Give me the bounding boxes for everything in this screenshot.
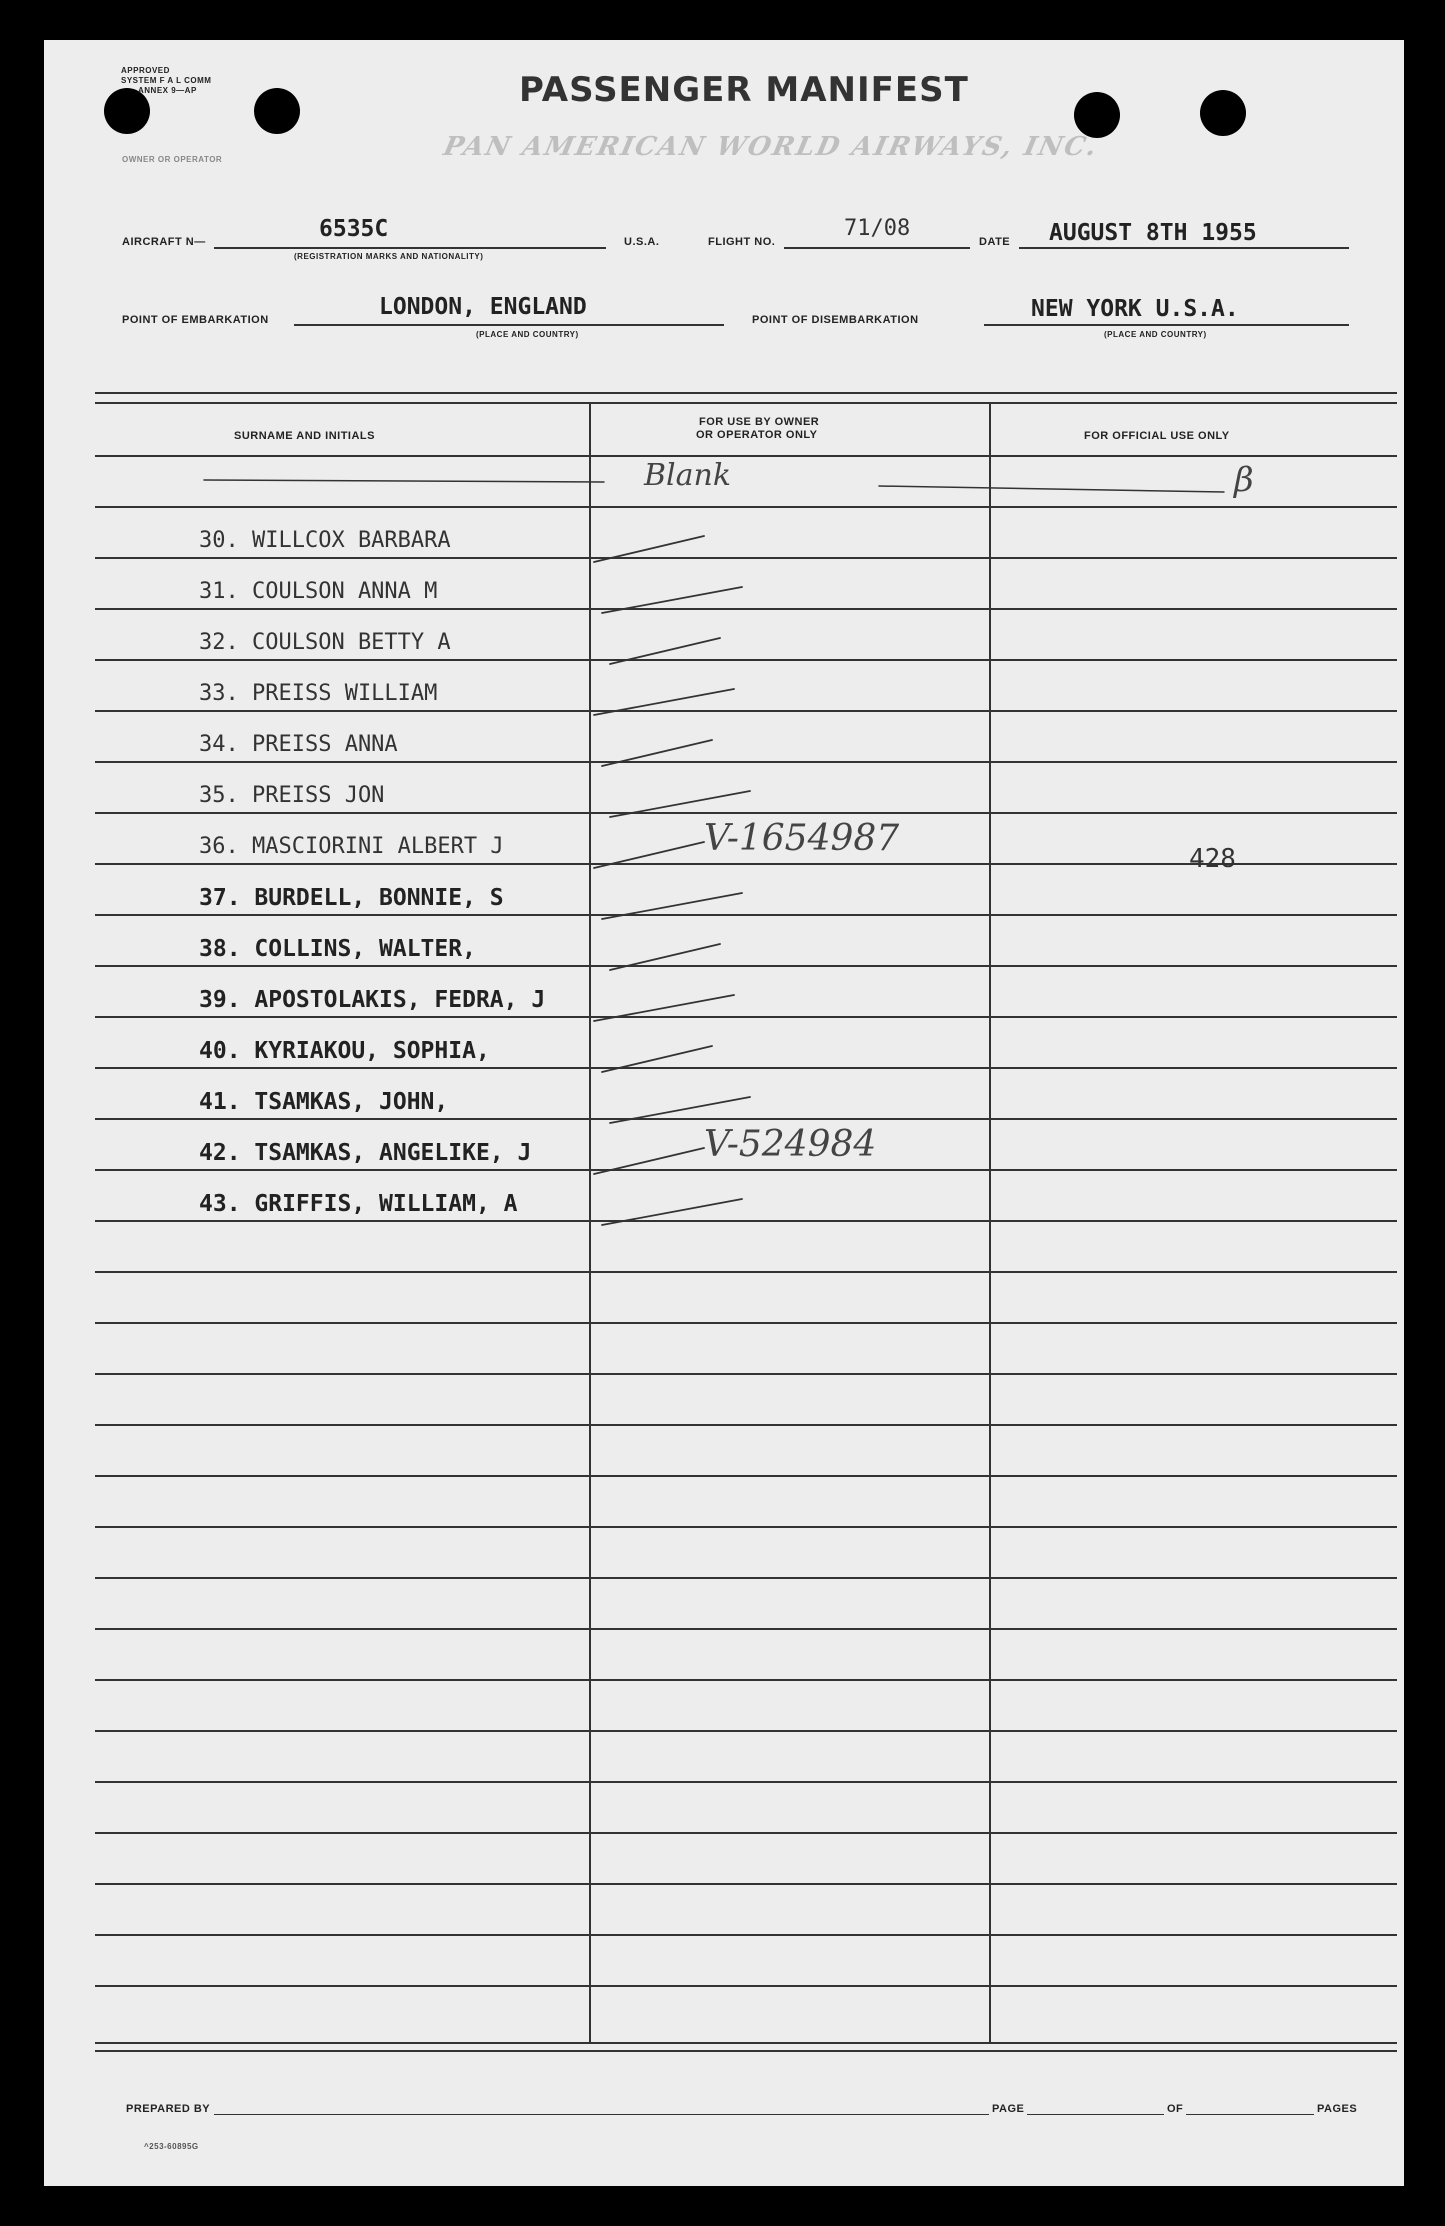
date-label: DATE xyxy=(979,236,1011,248)
passenger-name: 30. WILLCOX BARBARA xyxy=(199,528,451,553)
pen-stroke xyxy=(602,740,712,766)
passenger-name: 38. COLLINS, WALTER, xyxy=(199,936,476,962)
disembarkation-value: NEW YORK U.S.A. xyxy=(1031,296,1239,322)
pen-stroke xyxy=(602,893,742,919)
pen-stroke xyxy=(594,1148,704,1174)
pen-stroke xyxy=(594,536,704,562)
col-surname-header: SURNAME AND INITIALS xyxy=(234,430,375,442)
passenger-name: 33. PREISS WILLIAM xyxy=(199,681,438,706)
approved-line: APPROVED xyxy=(121,66,170,75)
aircraft-sublabel: (REGISTRATION MARKS AND NATIONALITY) xyxy=(294,252,484,261)
pen-stroke xyxy=(610,944,720,970)
page-label: PAGE xyxy=(989,2103,1027,2115)
aircraft-label: AIRCRAFT N— xyxy=(122,236,206,248)
passenger-name: 39. APOSTOLAKIS, FEDRA, J xyxy=(199,987,546,1013)
manifest-sheet xyxy=(44,40,1404,2186)
disembarkation-sublabel: (PLACE AND COUNTRY) xyxy=(1104,330,1207,339)
page-title: PASSENGER MANIFEST xyxy=(519,70,969,110)
passenger-name: 31. COULSON ANNA M xyxy=(199,579,438,604)
pen-stroke xyxy=(594,995,734,1021)
blank-note: Blank xyxy=(644,458,732,493)
pen-stroke xyxy=(204,480,604,482)
passenger-name: 34. PREISS ANNA xyxy=(199,732,398,757)
passenger-name: 43. GRIFFIS, WILLIAM, A xyxy=(199,1191,518,1217)
flight-label: FLIGHT NO. xyxy=(708,236,776,248)
official-mark: β xyxy=(1234,460,1254,500)
pen-stroke xyxy=(594,842,704,868)
owner-note: V-524984 xyxy=(704,1124,877,1165)
col-official-header: FOR OFFICIAL USE ONLY xyxy=(1084,430,1230,442)
passenger-name: 32. COULSON BETTY A xyxy=(199,630,451,655)
pen-stroke xyxy=(610,1097,750,1123)
handwritten-strokes xyxy=(44,40,1404,2186)
embarkation-value: LONDON, ENGLAND xyxy=(379,294,587,320)
passenger-name: 40. KYRIAKOU, SOPHIA, xyxy=(199,1038,490,1064)
official-value: 428 xyxy=(1189,844,1236,874)
passenger-name: 41. TSAMKAS, JOHN, xyxy=(199,1089,449,1115)
owner-note: V-1654987 xyxy=(704,818,900,859)
prepared-by-label: PREPARED BY xyxy=(126,2103,211,2115)
form-number: ^253-60895G xyxy=(144,2142,199,2151)
usa-label: U.S.A. xyxy=(624,236,660,248)
col-owner-header: OR OPERATOR ONLY xyxy=(696,429,818,441)
pages-label: PAGES xyxy=(1314,2103,1360,2115)
embarkation-sublabel: (PLACE AND COUNTRY) xyxy=(476,330,579,339)
pen-stroke xyxy=(610,791,750,817)
passenger-name: 37. BURDELL, BONNIE, S xyxy=(199,885,504,911)
pen-stroke xyxy=(610,638,720,664)
passenger-name: 35. PREISS JON xyxy=(199,783,385,808)
owner-operator-label: OWNER OR OPERATOR xyxy=(122,155,223,164)
passenger-name: 36. MASCIORINI ALBERT J xyxy=(199,834,504,859)
flight-value: 71/08 xyxy=(844,216,911,241)
pen-stroke xyxy=(602,1046,712,1072)
pen-stroke xyxy=(594,689,734,715)
pen-stroke xyxy=(602,1199,742,1225)
passenger-name: 42. TSAMKAS, ANGELIKE, J xyxy=(199,1140,532,1166)
aircraft-value: 6535C xyxy=(319,216,389,242)
of-label: OF xyxy=(1164,2103,1186,2115)
company-name: PAN AMERICAN WORLD AIRWAYS, INC. xyxy=(440,132,1101,162)
embarkation-label: POINT OF EMBARKATION xyxy=(122,314,269,326)
col-owner-header: FOR USE BY OWNER xyxy=(699,416,820,428)
date-value: AUGUST 8TH 1955 xyxy=(1049,220,1257,246)
approved-line: ANNEX 9—AP xyxy=(138,86,197,95)
disembarkation-label: POINT OF DISEMBARKATION xyxy=(752,314,919,326)
approved-line: SYSTEM F A L COMM xyxy=(121,76,212,85)
pen-stroke xyxy=(602,587,742,613)
pen-stroke xyxy=(879,486,1224,492)
